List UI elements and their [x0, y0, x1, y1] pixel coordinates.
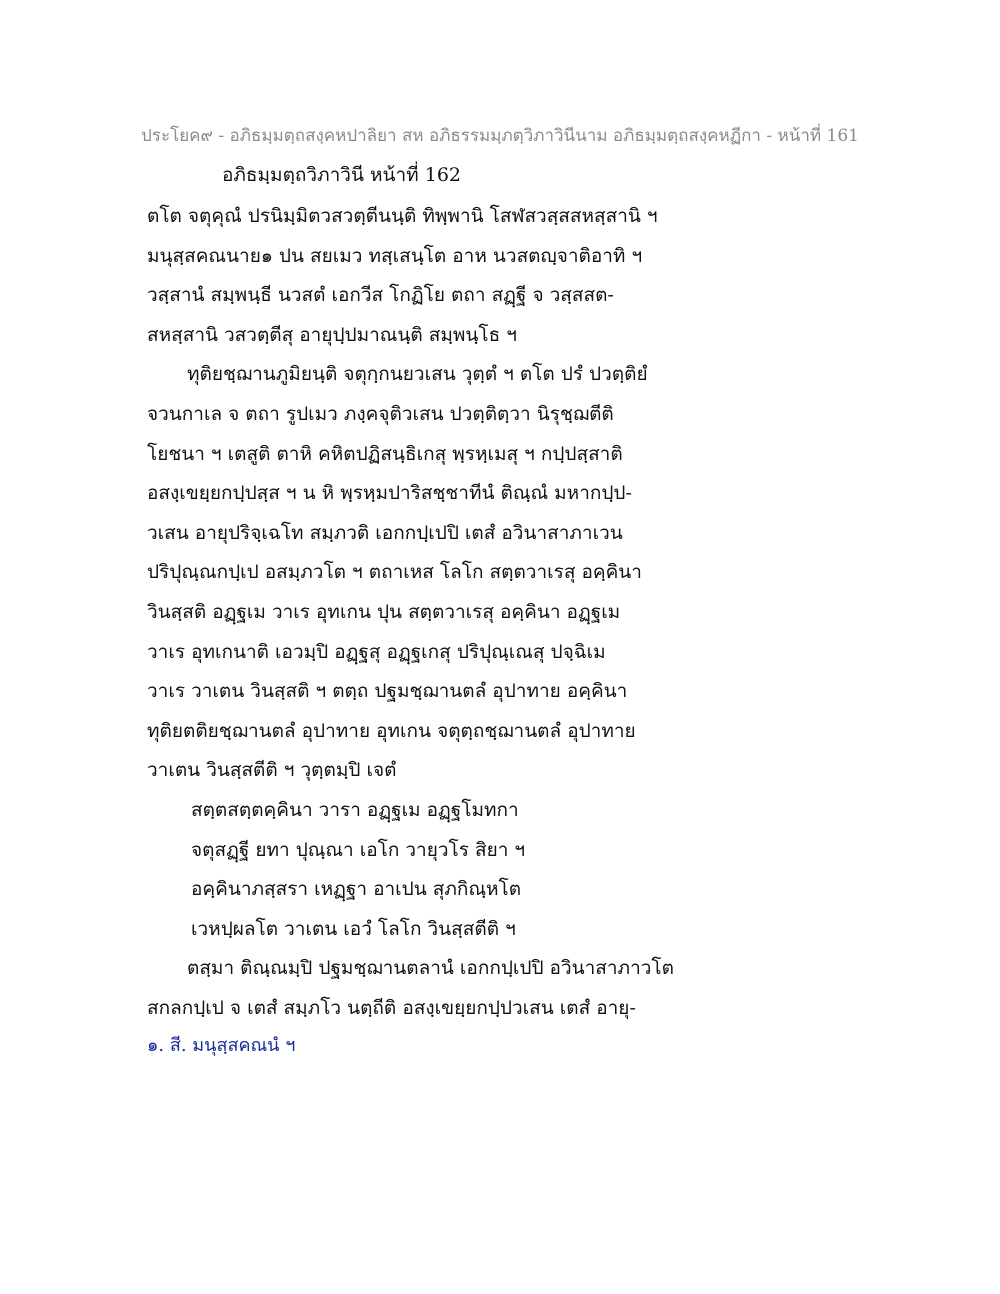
text-line: ตโต จตุคุณํ ปรนิมฺมิตวสวตฺตีนนฺติ ทิพฺพานิ โสฬสวสฺสสหสฺสานิ ฯ [147, 205, 658, 227]
text-line: วเสน อายุปริจฺเฉโท สมฺภวติ เอกกปฺเปปิ เตสํ อวินาสาภาเวน [147, 521, 623, 544]
page-heading: อภิธมฺมตฺถวิภาวินี หน้าที่ 162 [222, 164, 461, 186]
text-line: อสงฺเขยฺยกปฺปสฺส ฯ น หิ พฺรหฺมปาริสชฺชาทีนํ ติณฺณํ มหากปฺป- [147, 482, 632, 505]
running-header: ประโยค๙ - อภิธมฺมตฺถสงฺคหปาลิยา สห อภิธรรมมฺภตฺวิภาวินีนาม อภิธมฺมตฺถสงฺคหฏีกา - หน้าที่ 161 [141, 126, 859, 146]
paragraph-start-line: ทุติยชฺฌานภูมิยนฺติ จตุกฺกนยวเสน วุตฺตํ ฯ ตโต ปรํ ปวตฺติยํ [187, 363, 648, 386]
text-line: ปริปุณฺณกปฺเป อสมฺภวโต ฯ ตถาเหส โลโก สตฺตวาเรสุ อคฺคินา [147, 561, 642, 584]
text-line: จวนกาเล จ ตถา รูปเมว ภงฺคจุติวเสน ปวตฺติตฺวา นิรุชฺฌตีติ [147, 402, 614, 425]
text-line: สกลกปฺเป จ เตสํ สมฺภโว นตฺถีติ อสงฺเขยฺยกปฺปวเสน เตสํ อายุ- [147, 996, 636, 1019]
verse-line: จตุสฏฺฐี ยทา ปุณฺณา เอโก วายุวโร สิยา ฯ [191, 838, 526, 861]
verse-line: เวหปฺผลโต วาเตน เอวํ โลโก วินสฺสตีติ ฯ [191, 917, 516, 940]
text-line: สหสฺสานิ วสวตฺตีสุ อายุปฺปมาณนฺติ สมฺพนฺโธ ฯ [147, 323, 517, 346]
text-line: วาเร วาเตน วินสฺสติ ฯ ตตฺถ ปฐมชฺฌานตลํ อุปาทาย อคฺคินา [147, 680, 628, 703]
text-line: ทุติยตติยชฺฌานตลํ อุปาทาย อุทเกน จตุตฺถชฺฌานตลํ อุปาทาย [147, 719, 636, 742]
text-line: วาเตน วินสฺสตีติ ฯ วุตฺตมฺปิ เจตํ [147, 759, 397, 782]
footnote: ๑. สี. มนุสฺสคณนํ ฯ [147, 1035, 296, 1056]
text-line: มนุสฺสคณนาย๑ ปน สยเมว ทสฺเสนฺโต อาห นวสตญฺจาติอาทิ ฯ [147, 244, 643, 267]
verse-line: สตฺตสตฺตคฺคินา วารา อฏฺฐเม อฏฺฐโมทกา [191, 798, 519, 821]
paragraph-start-line: ตสฺมา ติณฺณมฺปิ ปฐมชฺฌานตลานํ เอกกปฺเปปิ อวินาสาภาวโต [187, 957, 674, 980]
text-line: วาเร อุทเกนาติ เอวมฺปิ อฏฺฐสุ อฏฺฐเกสุ ปริปุณฺเณสุ ปจฺฉิเม [147, 640, 606, 663]
verse-line: อคฺคินาภสฺสรา เหฏฺฐา อาเปน สุภกิณฺหโต [191, 878, 522, 901]
text-line: วินสฺสติ อฏฺฐเม วาเร อุทเกน ปุน สตฺตวาเรสุ อคฺคินา อฏฺฐเม [147, 600, 621, 623]
body-text [147, 197, 867, 1028]
text-line: วสฺสานํ สมฺพนฺธี นวสตํ เอกวีส โกฏิโย ตถา สฏฺฐี จ วสฺสสต- [147, 284, 614, 307]
text-line: โยชนา ฯ เตสูติ ตาหิ คหิตปฏิสนฺธิเกสุ พฺรหฺเมสุ ฯ กปฺปสฺสาติ [147, 442, 623, 465]
